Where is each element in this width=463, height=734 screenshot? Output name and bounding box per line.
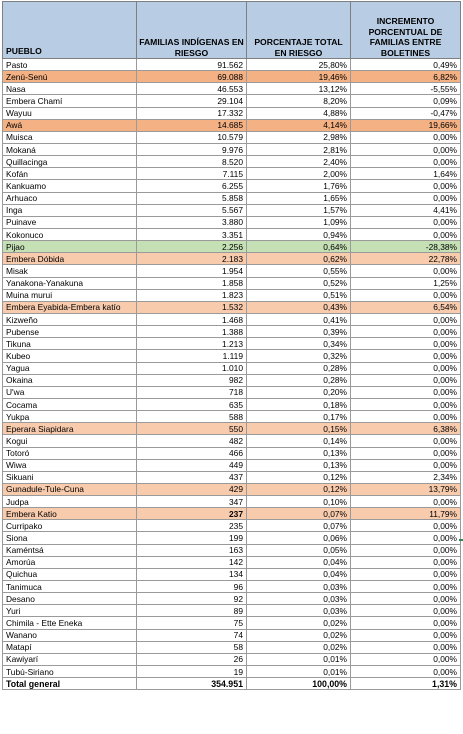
cell-porcentaje: 0,06% bbox=[247, 532, 351, 544]
cell-familias: 1.823 bbox=[137, 289, 247, 301]
cell-pueblo: Amorúa bbox=[3, 556, 137, 568]
cell-familias: 429 bbox=[137, 483, 247, 495]
table-row bbox=[3, 204, 461, 216]
table-row bbox=[3, 556, 461, 568]
cell-incremento: 0,00% bbox=[351, 629, 461, 641]
cell-pueblo: Wanano bbox=[3, 629, 137, 641]
cell-porcentaje: 4,14% bbox=[247, 119, 351, 131]
cell-pueblo: Awá bbox=[3, 119, 137, 131]
table-row bbox=[3, 605, 461, 617]
table-row bbox=[3, 459, 461, 471]
cell-familias: 718 bbox=[137, 386, 247, 398]
table-row bbox=[3, 544, 461, 556]
cell-familias: 1.010 bbox=[137, 362, 247, 374]
cell-incremento: 1,25% bbox=[351, 277, 461, 289]
cell-familias: 982 bbox=[137, 374, 247, 386]
cell-familias: 89 bbox=[137, 605, 247, 617]
cell-familias: 1.532 bbox=[137, 301, 247, 313]
cell-familias: 134 bbox=[137, 568, 247, 580]
table-row bbox=[3, 301, 461, 313]
cell-porcentaje: 0,12% bbox=[247, 471, 351, 483]
table-row bbox=[3, 131, 461, 143]
cell-pueblo: Judpa bbox=[3, 496, 137, 508]
cell-porcentaje: 0,94% bbox=[247, 228, 351, 240]
table-row bbox=[3, 289, 461, 301]
table-row bbox=[3, 411, 461, 423]
total-incremento: 1,31% bbox=[351, 678, 461, 690]
cell-incremento: 22,78% bbox=[351, 253, 461, 265]
cell-porcentaje: 0,02% bbox=[247, 629, 351, 641]
cell-porcentaje: 2,81% bbox=[247, 143, 351, 155]
cell-pueblo: Sikuani bbox=[3, 471, 137, 483]
table-row bbox=[3, 95, 461, 107]
cell-familias: 6.255 bbox=[137, 180, 247, 192]
header-pueblo: PUEBLO bbox=[3, 2, 137, 59]
cell-porcentaje: 8,20% bbox=[247, 95, 351, 107]
cell-familias: 347 bbox=[137, 496, 247, 508]
cell-incremento: 0,00% bbox=[351, 386, 461, 398]
cell-pueblo: Embera Eyabida-Embera katío bbox=[3, 301, 137, 313]
cell-incremento: 0,00% bbox=[351, 131, 461, 143]
cell-pueblo: Kokonuco bbox=[3, 228, 137, 240]
cell-pueblo: Quichua bbox=[3, 568, 137, 580]
cell-porcentaje: 0,05% bbox=[247, 544, 351, 556]
cell-incremento: 0,00% bbox=[351, 581, 461, 593]
cell-familias: 163 bbox=[137, 544, 247, 556]
cell-incremento: 0,00% bbox=[351, 641, 461, 653]
cell-porcentaje: 0,10% bbox=[247, 496, 351, 508]
cell-porcentaje: 0,03% bbox=[247, 581, 351, 593]
cell-incremento: 0,00% bbox=[351, 605, 461, 617]
cell-porcentaje: 0,62% bbox=[247, 253, 351, 265]
cell-incremento: 0,00% bbox=[351, 447, 461, 459]
cell-porcentaje: 0,02% bbox=[247, 641, 351, 653]
cell-pueblo: Totoró bbox=[3, 447, 137, 459]
cell-porcentaje: 0,43% bbox=[247, 301, 351, 313]
table-row bbox=[3, 350, 461, 362]
cell-familias: 92 bbox=[137, 593, 247, 605]
cell-familias: 437 bbox=[137, 471, 247, 483]
cell-familias: 29.104 bbox=[137, 95, 247, 107]
cell-incremento: 0,00% bbox=[351, 192, 461, 204]
cell-familias: 26 bbox=[137, 653, 247, 665]
cell-porcentaje: 0,41% bbox=[247, 313, 351, 325]
cell-porcentaje: 0,12% bbox=[247, 483, 351, 495]
cell-familias: 449 bbox=[137, 459, 247, 471]
cell-incremento: 0,00% bbox=[351, 350, 461, 362]
table-row bbox=[3, 119, 461, 131]
cell-pueblo: Chimila - Ette Eneka bbox=[3, 617, 137, 629]
cell-incremento: 0,00% bbox=[351, 435, 461, 447]
cell-incremento: 6,38% bbox=[351, 423, 461, 435]
table-row bbox=[3, 374, 461, 386]
cell-porcentaje: 0,15% bbox=[247, 423, 351, 435]
table-row bbox=[3, 617, 461, 629]
cell-pueblo: Okaina bbox=[3, 374, 137, 386]
cell-porcentaje: 0,07% bbox=[247, 508, 351, 520]
table-row bbox=[3, 447, 461, 459]
cell-porcentaje: 2,40% bbox=[247, 156, 351, 168]
cell-pueblo: Muina murui bbox=[3, 289, 137, 301]
table-row bbox=[3, 423, 461, 435]
table-row bbox=[3, 666, 461, 678]
cell-familias: 1.213 bbox=[137, 338, 247, 350]
cell-familias: 1.388 bbox=[137, 326, 247, 338]
cell-pueblo: Wiwa bbox=[3, 459, 137, 471]
cell-incremento: 11,79% bbox=[351, 508, 461, 520]
cell-pueblo: Embera Dóbida bbox=[3, 253, 137, 265]
cell-incremento: -28,38% bbox=[351, 241, 461, 253]
table-row bbox=[3, 326, 461, 338]
cell-porcentaje: 0,01% bbox=[247, 653, 351, 665]
header-row bbox=[3, 2, 461, 59]
cell-porcentaje: 0,28% bbox=[247, 362, 351, 374]
cell-incremento: 0,00% bbox=[351, 265, 461, 277]
cell-pueblo: Pasto bbox=[3, 59, 137, 71]
cell-porcentaje: 0,01% bbox=[247, 666, 351, 678]
cell-porcentaje: 2,00% bbox=[247, 168, 351, 180]
table-row bbox=[3, 532, 461, 544]
cell-incremento: -0,47% bbox=[351, 107, 461, 119]
cell-incremento: 13,79% bbox=[351, 483, 461, 495]
cell-pueblo: Quillacinga bbox=[3, 156, 137, 168]
cell-incremento: -5,55% bbox=[351, 83, 461, 95]
cell-pueblo: Kubeo bbox=[3, 350, 137, 362]
cell-porcentaje: 0,64% bbox=[247, 241, 351, 253]
cell-familias: 3.351 bbox=[137, 228, 247, 240]
cell-incremento: 0,00% bbox=[351, 568, 461, 580]
cell-incremento: 0,09% bbox=[351, 95, 461, 107]
cell-pueblo: Kogui bbox=[3, 435, 137, 447]
cell-porcentaje: 1,57% bbox=[247, 204, 351, 216]
cell-fill-handle[interactable] bbox=[459, 539, 463, 541]
cell-pueblo: Gunadule-Tule-Cuna bbox=[3, 483, 137, 495]
cell-incremento: 0,00% bbox=[351, 313, 461, 325]
cell-pueblo: Tubú-Siriano bbox=[3, 666, 137, 678]
cell-familias: 482 bbox=[137, 435, 247, 447]
table-row bbox=[3, 435, 461, 447]
cell-pueblo: Eperara Siapidara bbox=[3, 423, 137, 435]
cell-porcentaje: 1,65% bbox=[247, 192, 351, 204]
table-row bbox=[3, 59, 461, 71]
cell-pueblo: Muisca bbox=[3, 131, 137, 143]
table-row bbox=[3, 641, 461, 653]
cell-pueblo: Pijao bbox=[3, 241, 137, 253]
cell-incremento: 0,00% bbox=[351, 180, 461, 192]
cell-familias: 3.880 bbox=[137, 216, 247, 228]
cell-pueblo: U'wa bbox=[3, 386, 137, 398]
cell-porcentaje: 0,51% bbox=[247, 289, 351, 301]
cell-familias: 635 bbox=[137, 398, 247, 410]
cell-incremento: 0,00% bbox=[351, 228, 461, 240]
cell-pueblo: Inga bbox=[3, 204, 137, 216]
total-label: Total general bbox=[3, 678, 137, 690]
cell-familias: 96 bbox=[137, 581, 247, 593]
table-row bbox=[3, 398, 461, 410]
cell-familias: 9.976 bbox=[137, 143, 247, 155]
cell-familias: 74 bbox=[137, 629, 247, 641]
cell-familias: 466 bbox=[137, 447, 247, 459]
cell-incremento: 19,66% bbox=[351, 119, 461, 131]
spreadsheet-table-container bbox=[2, 1, 460, 690]
cell-familias: 235 bbox=[137, 520, 247, 532]
table-row bbox=[3, 253, 461, 265]
cell-familias: 142 bbox=[137, 556, 247, 568]
cell-pueblo: Yuri bbox=[3, 605, 137, 617]
cell-pueblo: Wayuu bbox=[3, 107, 137, 119]
cell-pueblo: Arhuaco bbox=[3, 192, 137, 204]
cell-incremento: 6,54% bbox=[351, 301, 461, 313]
cell-familias: 46.553 bbox=[137, 83, 247, 95]
cell-familias: 8.520 bbox=[137, 156, 247, 168]
cell-pueblo: Puinave bbox=[3, 216, 137, 228]
cell-pueblo: Yukpa bbox=[3, 411, 137, 423]
cell-familias: 1.468 bbox=[137, 313, 247, 325]
cell-incremento: 0,00% bbox=[351, 653, 461, 665]
cell-incremento: 0,49% bbox=[351, 59, 461, 71]
table-row bbox=[3, 192, 461, 204]
cell-porcentaje: 0,55% bbox=[247, 265, 351, 277]
cell-pueblo: Embera Chamí bbox=[3, 95, 137, 107]
cell-incremento: 0,00% bbox=[351, 459, 461, 471]
table-row bbox=[3, 593, 461, 605]
cell-pueblo: Yanakona-Yanakuna bbox=[3, 277, 137, 289]
cell-familias: 5.858 bbox=[137, 192, 247, 204]
table-row bbox=[3, 180, 461, 192]
cell-porcentaje: 0,39% bbox=[247, 326, 351, 338]
cell-incremento: 0,00% bbox=[351, 617, 461, 629]
cell-familias: 2.183 bbox=[137, 253, 247, 265]
table-row bbox=[3, 241, 461, 253]
cell-pueblo: Desano bbox=[3, 593, 137, 605]
cell-porcentaje: 0,04% bbox=[247, 568, 351, 580]
cell-incremento: 0,00% bbox=[351, 326, 461, 338]
cell-porcentaje: 0,17% bbox=[247, 411, 351, 423]
cell-pueblo: Tikuna bbox=[3, 338, 137, 350]
cell-porcentaje: 0,18% bbox=[247, 398, 351, 410]
table-row bbox=[3, 496, 461, 508]
cell-familias: 1.119 bbox=[137, 350, 247, 362]
cell-familias: 75 bbox=[137, 617, 247, 629]
cell-incremento: 1,64% bbox=[351, 168, 461, 180]
cell-incremento: 0,00% bbox=[351, 532, 461, 544]
cell-incremento: 0,00% bbox=[351, 520, 461, 532]
cell-incremento: 0,00% bbox=[351, 362, 461, 374]
cell-incremento: 6,82% bbox=[351, 71, 461, 83]
cell-pueblo: Kofán bbox=[3, 168, 137, 180]
cell-incremento: 0,00% bbox=[351, 496, 461, 508]
cell-porcentaje: 0,13% bbox=[247, 447, 351, 459]
cell-familias: 91.562 bbox=[137, 59, 247, 71]
cell-porcentaje: 0,52% bbox=[247, 277, 351, 289]
cell-familias: 588 bbox=[137, 411, 247, 423]
cell-pueblo: Zenú-Senú bbox=[3, 71, 137, 83]
table-row bbox=[3, 483, 461, 495]
table-row bbox=[3, 83, 461, 95]
cell-incremento: 0,00% bbox=[351, 398, 461, 410]
families-at-risk-table bbox=[2, 1, 461, 690]
cell-pueblo: Kankuamo bbox=[3, 180, 137, 192]
cell-incremento: 0,00% bbox=[351, 544, 461, 556]
cell-porcentaje: 13,12% bbox=[247, 83, 351, 95]
cell-pueblo: Cocama bbox=[3, 398, 137, 410]
table-row bbox=[3, 265, 461, 277]
cell-familias: 199 bbox=[137, 532, 247, 544]
cell-porcentaje: 0,07% bbox=[247, 520, 351, 532]
cell-incremento: 0,00% bbox=[351, 156, 461, 168]
cell-pueblo: Kaméntsá bbox=[3, 544, 137, 556]
table-row bbox=[3, 228, 461, 240]
total-familias: 354.951 bbox=[137, 678, 247, 690]
table-row bbox=[3, 471, 461, 483]
table-row bbox=[3, 313, 461, 325]
cell-pueblo: Mokaná bbox=[3, 143, 137, 155]
total-porcentaje: 100,00% bbox=[247, 678, 351, 690]
table-row bbox=[3, 568, 461, 580]
cell-pueblo: Misak bbox=[3, 265, 137, 277]
table-row bbox=[3, 362, 461, 374]
table-row bbox=[3, 653, 461, 665]
cell-pueblo: Curripako bbox=[3, 520, 137, 532]
cell-pueblo: Nasa bbox=[3, 83, 137, 95]
cell-porcentaje: 0,13% bbox=[247, 459, 351, 471]
table-row bbox=[3, 581, 461, 593]
cell-porcentaje: 4,88% bbox=[247, 107, 351, 119]
cell-porcentaje: 0,20% bbox=[247, 386, 351, 398]
cell-porcentaje: 2,98% bbox=[247, 131, 351, 143]
cell-porcentaje: 0,03% bbox=[247, 593, 351, 605]
cell-porcentaje: 19,46% bbox=[247, 71, 351, 83]
table-row bbox=[3, 168, 461, 180]
table-row bbox=[3, 277, 461, 289]
cell-pueblo: Kizweño bbox=[3, 313, 137, 325]
cell-familias: 1.954 bbox=[137, 265, 247, 277]
cell-incremento: 0,00% bbox=[351, 143, 461, 155]
cell-pueblo: Embera Katio bbox=[3, 508, 137, 520]
cell-porcentaje: 1,76% bbox=[247, 180, 351, 192]
cell-familias: 550 bbox=[137, 423, 247, 435]
cell-familias: 7.115 bbox=[137, 168, 247, 180]
table-row bbox=[3, 107, 461, 119]
cell-pueblo: Yagua bbox=[3, 362, 137, 374]
cell-familias: 17.332 bbox=[137, 107, 247, 119]
header-familias: FAMILIAS INDÍGENAS EN RIESGO bbox=[137, 2, 247, 59]
cell-incremento: 2,34% bbox=[351, 471, 461, 483]
header-porcentaje: PORCENTAJE TOTAL EN RIESGO bbox=[247, 2, 351, 59]
cell-porcentaje: 0,32% bbox=[247, 350, 351, 362]
cell-incremento: 0,00% bbox=[351, 289, 461, 301]
cell-familias: 14.685 bbox=[137, 119, 247, 131]
table-body bbox=[3, 59, 461, 678]
cell-porcentaje: 0,03% bbox=[247, 605, 351, 617]
cell-incremento: 0,00% bbox=[351, 338, 461, 350]
cell-pueblo: Matapí bbox=[3, 641, 137, 653]
header-incremento: INCREMENTO PORCENTUAL DE FAMILIAS ENTRE BOLETINES bbox=[351, 2, 461, 59]
cell-incremento: 0,00% bbox=[351, 666, 461, 678]
cell-familias: 2.256 bbox=[137, 241, 247, 253]
table-row bbox=[3, 216, 461, 228]
cell-pueblo: Pubense bbox=[3, 326, 137, 338]
cell-familias: 19 bbox=[137, 666, 247, 678]
table-row bbox=[3, 386, 461, 398]
cell-familias: 10.579 bbox=[137, 131, 247, 143]
cell-incremento: 0,00% bbox=[351, 556, 461, 568]
cell-familias: 237 bbox=[137, 508, 247, 520]
total-row bbox=[3, 678, 461, 690]
cell-incremento: 0,00% bbox=[351, 411, 461, 423]
table-row bbox=[3, 143, 461, 155]
cell-incremento: 4,41% bbox=[351, 204, 461, 216]
cell-porcentaje: 0,04% bbox=[247, 556, 351, 568]
cell-porcentaje: 0,34% bbox=[247, 338, 351, 350]
table-row bbox=[3, 629, 461, 641]
table-row bbox=[3, 508, 461, 520]
cell-familias: 1.858 bbox=[137, 277, 247, 289]
cell-porcentaje: 0,28% bbox=[247, 374, 351, 386]
cell-pueblo: Tanimuca bbox=[3, 581, 137, 593]
cell-porcentaje: 0,02% bbox=[247, 617, 351, 629]
cell-incremento: 0,00% bbox=[351, 216, 461, 228]
cell-familias: 58 bbox=[137, 641, 247, 653]
cell-familias: 69.088 bbox=[137, 71, 247, 83]
table-row bbox=[3, 520, 461, 532]
cell-pueblo: Siona bbox=[3, 532, 137, 544]
table-row bbox=[3, 71, 461, 83]
cell-incremento: 0,00% bbox=[351, 593, 461, 605]
table-row bbox=[3, 338, 461, 350]
cell-porcentaje: 25,80% bbox=[247, 59, 351, 71]
cell-porcentaje: 0,14% bbox=[247, 435, 351, 447]
cell-familias: 5.567 bbox=[137, 204, 247, 216]
table-row bbox=[3, 156, 461, 168]
cell-pueblo: Kawiyarí bbox=[3, 653, 137, 665]
cell-porcentaje: 1,09% bbox=[247, 216, 351, 228]
cell-incremento: 0,00% bbox=[351, 374, 461, 386]
